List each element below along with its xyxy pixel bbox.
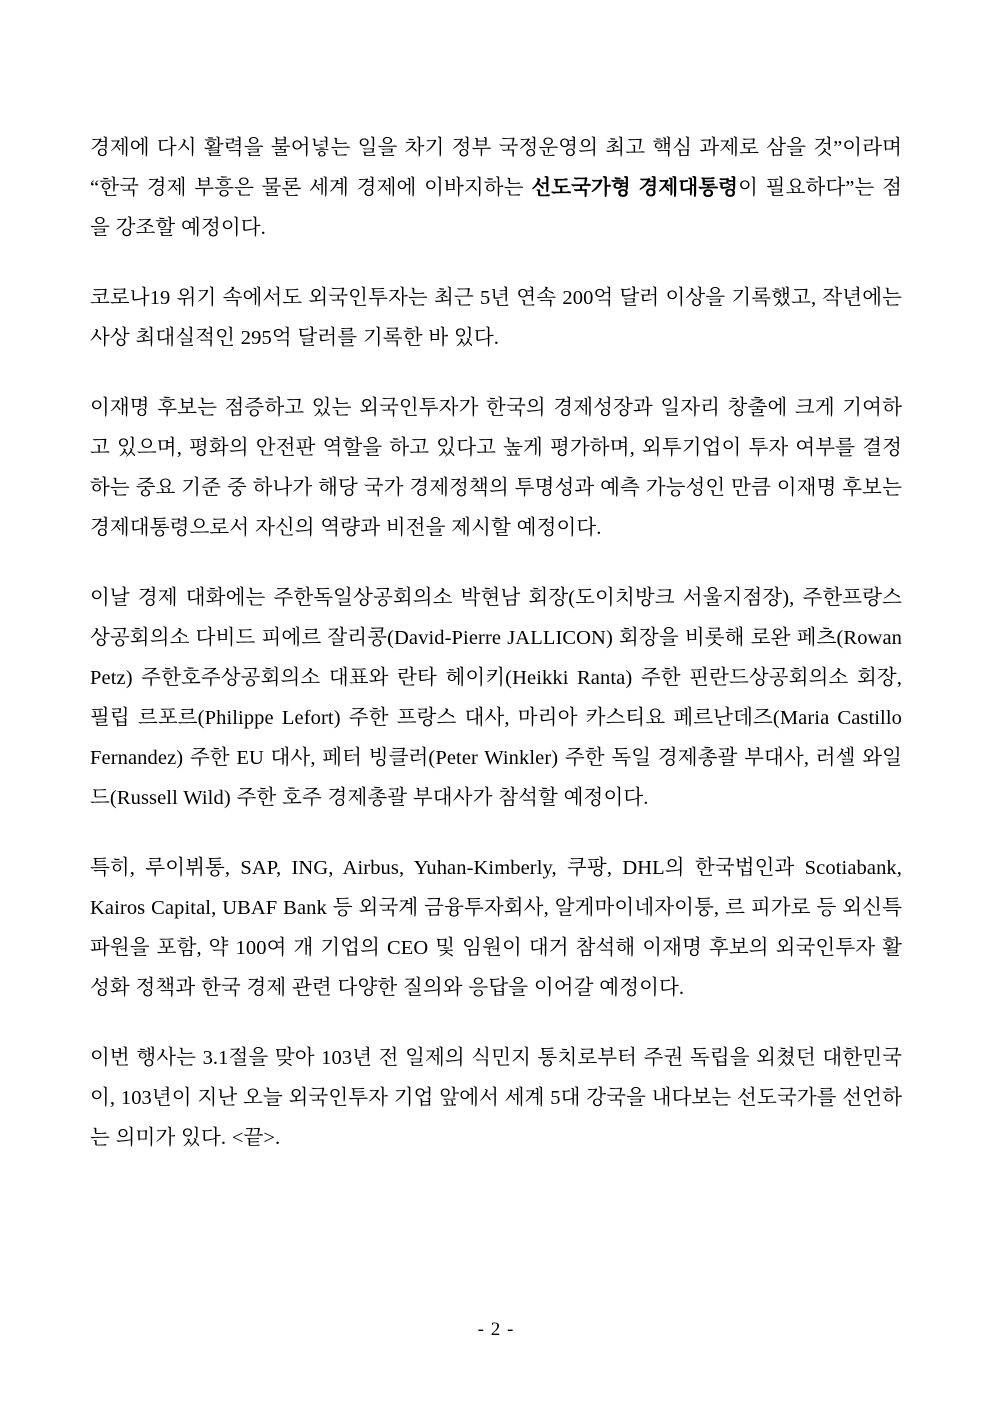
document-body [90, 128, 902, 1158]
paragraph-2 [90, 278, 902, 358]
text-run: 이번 행사는 3.1절을 맞아 103년 전 일제의 식민지 통치로부터 주권 독립을 외쳤던 대한민국이, 103년이 지난 오늘 외국인투자 기업 앞에서 세계 5대 강국을 내다보는 선도국가를 선언하는 의미가 있다. <끝>. [90, 1047, 902, 1149]
text-run: 이재명 후보는 점증하고 있는 외국인투자가 한국의 경제성장과 일자리 창출에 크게 기여하고 있으며, 평화의 안전판 역할을 하고 있다고 높게 평가하며, 외투기업이 투자 여부를 결정하는 중요 기준 중 하나가 해당 국가 경제정책의 투명성과 예측 가능성인 만큼 이재명 후보는 경제대통령으로서 자신의 역량과 비전을 제시할 예정이다. [90, 397, 902, 539]
paragraph-5 [90, 848, 902, 1008]
paragraph-1 [90, 128, 902, 248]
paragraph-6 [90, 1038, 902, 1158]
page-number: - 2 - [477, 1319, 515, 1340]
paragraph-4 [90, 578, 902, 818]
emphasized-text: 선도국가형 경제대통령 [531, 177, 739, 199]
text-run: 특히, 루이뷔통, SAP, ING, Airbus, Yuhan-Kimberly, 쿠팡, DHL의 한국법인과 Scotiabank, Kairos Capital, UBAF Bank 등 외국계 금융투자회사, 알게마이네자이퉁, 르 피가로 등 외신특파원을 포함, 약 100여 개 기업의 CEO 및 임원이 대거 참석해 이재명 후보의 외국인투자 활성화 정책과 한국 경제 관련 다양한 질의와 응답을 이어갈 예정이다. [90, 857, 902, 999]
text-run: 이날 경제 대화에는 주한독일상공회의소 박현남 회장(도이치방크 서울지점장), 주한프랑스상공회의소 다비드 피에르 잘리콩(David-Pierre JALLICON) 회장을 비롯해 로완 페츠(Rowan Petz) 주한호주상공회의소 대표와 란타 헤이키(Heikki Ranta) 주한 핀란드상공회의소 회장, 필립 르포르(Philippe Lefort) 주한 프랑스 대사, 마리아 카스티요 페르난데즈(Maria Castillo Fernandez) 주한 EU 대사, 페터 빙클러(Peter Winkler) 주한 독일 경제총괄 부대사, 러셀 와일드(Russell Wild) 주한 호주 경제총괄 부대사가 참석할 예정이다. [90, 587, 902, 809]
text-run: 경제에 다시 활력을 불어넣는 일을 차기 정부 국정운영의 최고 핵심 과제로 삼을 것”이라며 “한국 경제 부흥은 물론 세계 경제에 이바지하는 [90, 137, 902, 199]
paragraph-3 [90, 388, 902, 548]
text-run: 코로나19 위기 속에서도 외국인투자는 최근 5년 연속 200억 달러 이상을 기록했고, 작년에는 사상 최대실적인 295억 달러를 기록한 바 있다. [90, 287, 902, 349]
text-run: 이 필요하다”는 점을 강조할 예정이다. [90, 177, 902, 239]
